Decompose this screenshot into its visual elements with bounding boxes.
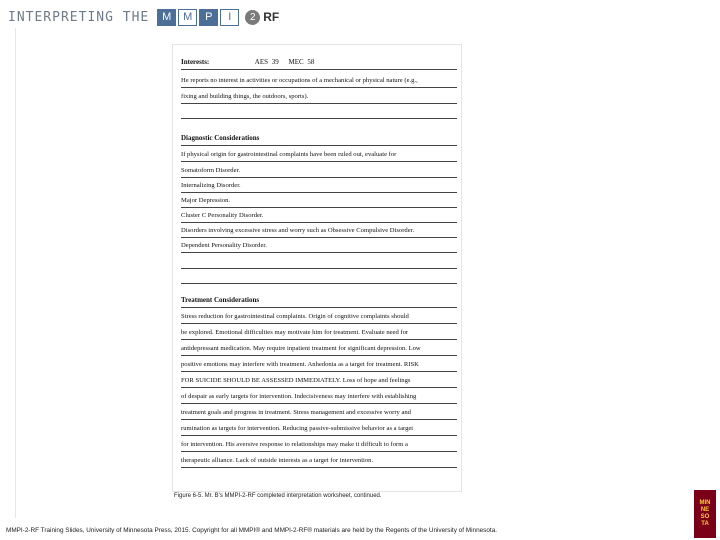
version-circle: 2 xyxy=(245,10,260,25)
treatment-heading: Treatment Considerations xyxy=(181,293,457,308)
letter-box-m1: M xyxy=(157,9,176,26)
left-divider xyxy=(15,28,16,518)
treatment-line: of despair as early targets for intervention. Indecisiveness may interfere with establishing xyxy=(181,389,457,404)
diagnostic-line: Dependent Personality Disorder. xyxy=(181,238,457,253)
university-logo xyxy=(694,490,716,538)
treatment-line: FOR SUICIDE SHOULD BE ASSESSED IMMEDIATELY. Loss of hope and feelings xyxy=(181,373,457,388)
interest-line: fixing and building things, the outdoors, sports). xyxy=(181,89,457,104)
worksheet-page xyxy=(172,44,462,492)
treatment-line: positive emotions may interfere with treatment. Anhedonia as a target for treatment. RISK xyxy=(181,357,457,372)
interests-label: Interests: xyxy=(181,58,210,66)
diagnostic-line: Somatoform Disorder. xyxy=(181,163,457,178)
treatment-line: rumination as targets for intervention. Reducing passive-submissive behavior as a target xyxy=(181,421,457,436)
treatment-line: Stress reduction for gastrointestinal complaints. Origin of cognitive complaints should xyxy=(181,309,457,324)
copyright-footer: MMPI-2-RF Training Slides, University of Minnesota Press, 2015. Copyright for all MMPI® and MMPI-2-RF® materials are held by the Regents of the University of Minnesota. xyxy=(6,527,498,534)
treatment-line: for intervention. His aversive response to relationships may make it difficult to form a xyxy=(181,437,457,452)
header-suffix: RF xyxy=(263,10,280,24)
logo-text: MIN xyxy=(699,500,711,506)
header-title: INTERPRETING THE xyxy=(8,9,150,25)
letter-box-m2: M xyxy=(178,9,197,26)
aes-value: 39 xyxy=(270,55,281,70)
mec-label: MEC xyxy=(288,58,304,66)
treatment-line: treatment goals and progress in treatment. Stress management and excessive worry and xyxy=(181,405,457,420)
diagnostic-line: Internalizing Disorder. xyxy=(181,178,457,193)
logo-text: NE xyxy=(700,507,710,513)
diagnostic-line: Cluster C Personality Disorder. xyxy=(181,208,457,223)
mec-value: 58 xyxy=(305,55,316,70)
diagnostic-line: Major Depression. xyxy=(181,193,457,208)
letter-box-p: P xyxy=(199,9,218,26)
diagnostic-line: If physical origin for gastrointestinal complaints have been ruled out, evaluate for xyxy=(181,147,457,162)
interests-row xyxy=(181,55,457,70)
blank-line xyxy=(181,104,457,119)
slide-header xyxy=(8,6,279,28)
mmpi-letter-boxes xyxy=(157,9,241,26)
treatment-line: be explored. Emotional difficulties may motivate him for treatment. Evaluate need for xyxy=(181,325,457,340)
logo-text: TA xyxy=(701,521,709,527)
logo-text: SO xyxy=(700,514,710,520)
blank-line xyxy=(181,254,457,269)
diagnostic-line: Disorders involving excessive stress and worry such as Obsessive Compulsive Disorder. xyxy=(181,223,457,238)
interest-line: He reports no interest in activities or occupations of a mechanical or physical nature (e.g., xyxy=(181,73,457,88)
diagnostic-heading: Diagnostic Considerations xyxy=(181,131,457,146)
letter-box-i: I xyxy=(220,9,239,26)
treatment-line: therapeutic alliance. Lack of outside interests as a target for intervention. xyxy=(181,453,457,468)
figure-caption: Figure 6-5. Mr. B's MMPI-2-RF completed interpretation worksheet, continued. xyxy=(174,493,382,499)
treatment-line: antidepressant medication. May require inpatient treatment for significant depression. Low xyxy=(181,341,457,356)
aes-label: AES xyxy=(254,58,268,66)
blank-line xyxy=(181,269,457,284)
